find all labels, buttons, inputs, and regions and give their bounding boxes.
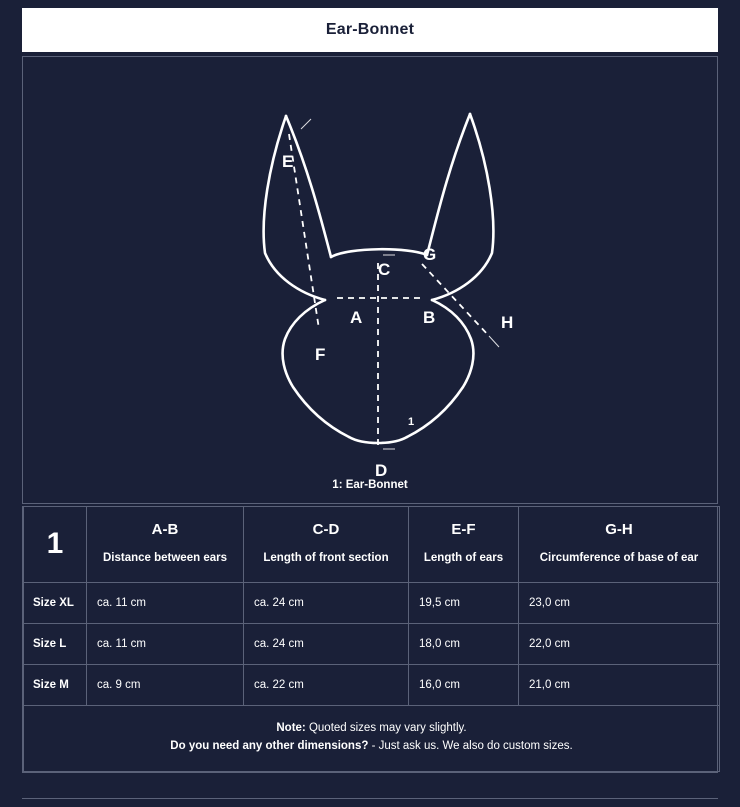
note-line-2 [34, 738, 709, 756]
size-table-wrap [22, 506, 718, 773]
note-label: Note: [276, 721, 306, 734]
figure-label-B: B [423, 308, 436, 327]
table-column-ef [409, 507, 519, 583]
cell-ab: ca. 9 cm [87, 664, 244, 705]
table-header-row [24, 507, 720, 583]
table-column-gh [519, 507, 720, 583]
figure-caption: 1: Ear-Bonnet [332, 479, 408, 491]
column-desc-cd: Length of front section [263, 552, 389, 564]
figure-label-G: G [423, 245, 437, 264]
table-column-ab [87, 507, 244, 583]
figure-label-C: C [378, 260, 391, 279]
figure-label-A: A [350, 308, 363, 327]
cell-gh: 23,0 cm [519, 582, 720, 623]
column-desc-ef: Length of ears [423, 552, 504, 564]
table-index-badge: 1 [24, 507, 87, 583]
column-code-ab: A-B [151, 521, 179, 538]
cell-ef: 19,5 cm [409, 582, 519, 623]
table-row [24, 582, 720, 623]
row-size-label: Size M [24, 664, 87, 705]
cell-gh: 21,0 cm [519, 664, 720, 705]
column-code-ef: E-F [451, 521, 476, 538]
cell-ef: 16,0 cm [409, 664, 519, 705]
cell-cd: ca. 22 cm [244, 664, 409, 705]
table-notes-row [24, 705, 720, 772]
page-title: Ear-Bonnet [22, 8, 718, 52]
figure-panel [22, 56, 718, 504]
column-code-cd: C-D [312, 521, 340, 538]
column-code-gh: G-H [605, 521, 633, 538]
custom-sizes-text: - Just ask us. We also do custom sizes. [368, 739, 573, 752]
table-row [24, 664, 720, 705]
cell-cd: ca. 24 cm [244, 582, 409, 623]
note-line-1 [34, 720, 709, 738]
cell-ab: ca. 11 cm [87, 582, 244, 623]
column-desc-ab: Distance between ears [102, 552, 227, 564]
table-notes [24, 705, 720, 772]
custom-sizes-question: Do you need any other dimensions? [170, 739, 369, 752]
figure-label-E: E [282, 152, 294, 171]
figure-label-H: H [501, 313, 514, 332]
row-size-label: Size XL [24, 582, 87, 623]
bottom-divider [22, 798, 718, 799]
cell-ef: 18,0 cm [409, 623, 519, 664]
ear-bonnet-diagram [23, 57, 719, 480]
column-desc-gh: Circumference of base of ear [539, 552, 699, 564]
figure-label-D: D [375, 461, 388, 480]
cell-cd: ca. 24 cm [244, 623, 409, 664]
cell-ab: ca. 11 cm [87, 623, 244, 664]
size-table [23, 506, 720, 772]
table-row [24, 623, 720, 664]
table-column-cd [244, 507, 409, 583]
figure-label-index: 1 [408, 416, 415, 428]
cell-gh: 22,0 cm [519, 623, 720, 664]
row-size-label: Size L [24, 623, 87, 664]
note-text: Quoted sizes may vary slightly. [305, 721, 467, 734]
figure-label-F: F [315, 345, 326, 364]
